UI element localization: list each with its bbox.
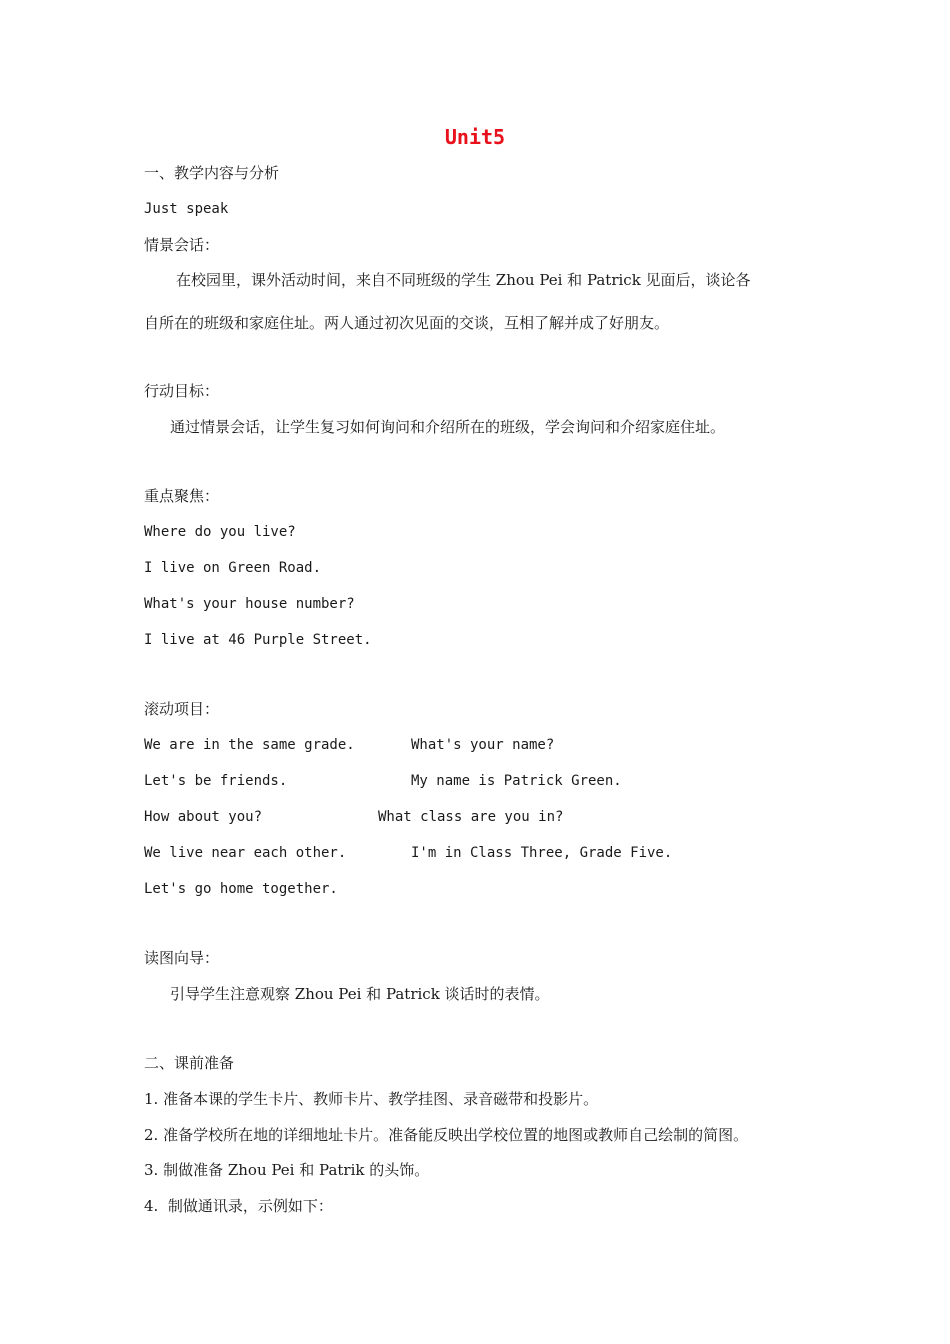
prep-item: 2. 准备学校所在地的详细地址卡片。准备能反映出学校位置的地图或教师自己绘制的简图。 (144, 1126, 749, 1144)
prep-item: 1. 准备本课的学生卡片、教师卡片、教学挂图、录音磁带和投影片。 (144, 1090, 599, 1108)
rolling-left-line: How about you? (144, 809, 263, 825)
rolling-left-line: Let's go home together. (144, 881, 338, 897)
prep-item: 4. 制做通讯录，示例如下： (144, 1197, 333, 1215)
scene-paragraph-line-2: 自所在的班级和家庭住址。两人通过初次见面的交谈，互相了解并成了好朋友。 (144, 314, 670, 332)
section1-subtitle: Just speak (144, 201, 229, 217)
prep-item: 3. 制做准备 Zhou Pei 和 Patrik 的头饰。 (144, 1161, 430, 1179)
section1-heading: 一、教学内容与分析 (144, 164, 280, 182)
rolling-right-line: What class are you in? (378, 809, 564, 825)
rolling-right-line: What's your name? (411, 737, 555, 753)
rolling-label: 滚动项目： (144, 700, 220, 718)
scene-label: 情景会话： (144, 236, 220, 254)
rolling-right-line: I'm in Class Three, Grade Five. (411, 845, 673, 861)
rolling-left-line: We are in the same grade. (144, 737, 355, 753)
goal-text: 通过情景会话，让学生复习如何询问和介绍所在的班级，学会询问和介绍家庭住址。 (170, 418, 726, 436)
goal-label: 行动目标： (144, 382, 220, 400)
rolling-left-line: We live near each other. (144, 845, 347, 861)
focus-line: I live at 46 Purple Street. (144, 632, 372, 648)
rolling-right-line: My name is Patrick Green. (411, 773, 622, 789)
rolling-left-line: Let's be friends. (144, 773, 288, 789)
focus-line: Where do you live? (144, 524, 296, 540)
focus-label: 重点聚焦： (144, 487, 220, 505)
section2-heading: 二、课前准备 (144, 1054, 235, 1072)
reading-text: 引导学生注意观察 Zhou Pei 和 Patrick 谈话时的表情。 (170, 985, 550, 1003)
focus-line: What's your house number? (144, 596, 355, 612)
reading-label: 读图向导： (144, 949, 220, 967)
focus-line: I live on Green Road. (144, 560, 322, 576)
document-title: Unit5 (444, 125, 506, 149)
scene-paragraph-line-1: 在校园里，课外活动时间，来自不同班级的学生 Zhou Pei 和 Patrick 见面后，谈论各 (176, 271, 751, 289)
